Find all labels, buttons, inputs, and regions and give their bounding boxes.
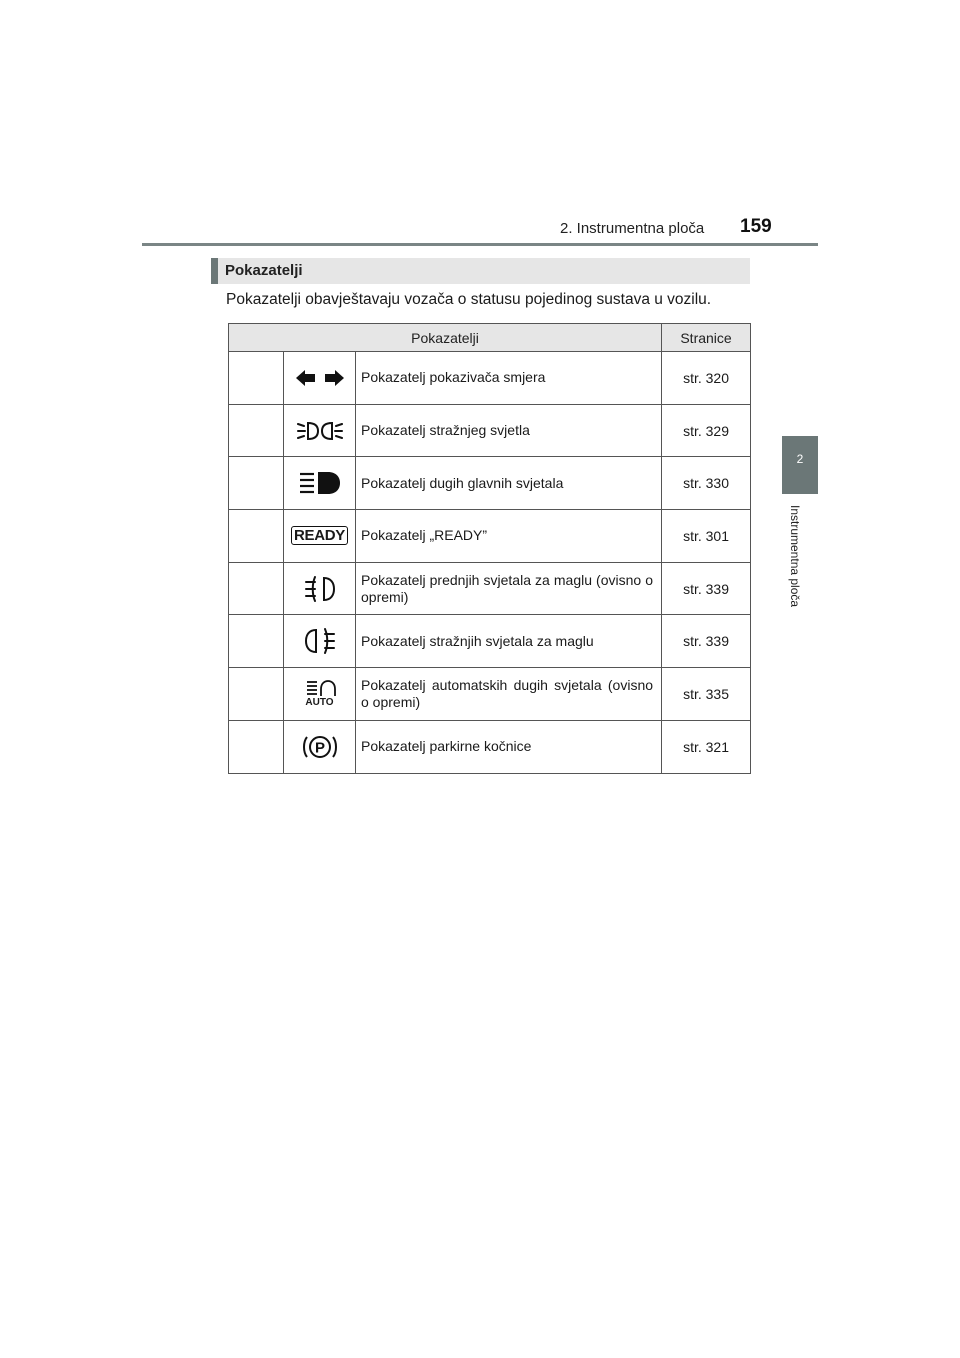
front-fog-light-icon xyxy=(304,576,336,602)
row-page[interactable]: str. 335 xyxy=(662,668,751,721)
row-page[interactable]: str. 321 xyxy=(662,720,751,773)
header-rule xyxy=(142,243,818,246)
chapter-title: 2. Instrumentna ploča xyxy=(560,220,705,237)
auto-high-beam-icon xyxy=(301,680,339,708)
page-number: 159 xyxy=(740,216,772,237)
table-row xyxy=(229,510,751,563)
row-page[interactable]: str. 330 xyxy=(662,457,751,510)
chapter-tab[interactable] xyxy=(782,436,818,494)
row-description: Pokazatelj stražnjih svjetala za maglu xyxy=(356,615,662,668)
tail-light-icon xyxy=(297,420,343,442)
indicators-table xyxy=(228,323,751,774)
row-description: Pokazatelj parkirne kočnice xyxy=(356,720,662,773)
turn-signal-icon xyxy=(296,369,344,387)
row-page[interactable]: str. 301 xyxy=(662,510,751,563)
parking-brake-letter: P xyxy=(314,739,325,757)
table-row xyxy=(229,562,751,615)
row-description: Pokazatelj „READY” xyxy=(356,510,662,563)
row-page[interactable]: str. 320 xyxy=(662,352,751,405)
table-header-row xyxy=(229,324,751,352)
row-description: Pokazatelj pokazivača smjera xyxy=(356,352,662,405)
row-page[interactable]: str. 329 xyxy=(662,404,751,457)
header-pages: Stranice xyxy=(662,324,751,352)
auto-label: AUTO xyxy=(305,696,334,708)
section-title: Pokazatelji xyxy=(225,262,303,279)
row-page[interactable]: str. 339 xyxy=(662,615,751,668)
table-row xyxy=(229,668,751,721)
chapter-tab-number: 2 xyxy=(796,452,804,466)
section-heading xyxy=(211,258,750,284)
row-description: Pokazatelj prednjih svjetala za maglu (ovisno o opremi) xyxy=(356,562,662,615)
table-row xyxy=(229,457,751,510)
chapter-tab-label: Instrumentna ploča xyxy=(788,505,802,608)
table-row xyxy=(229,352,751,405)
section-intro: Pokazatelji obavještavaju vozača o statusu pojedinog sustava u vozilu. xyxy=(226,291,712,308)
row-page[interactable]: str. 339 xyxy=(662,562,751,615)
section-accent xyxy=(211,258,218,284)
table-row xyxy=(229,404,751,457)
row-description: Pokazatelj dugih glavnih svjetala xyxy=(356,457,662,510)
table-row xyxy=(229,720,751,773)
table-row xyxy=(229,615,751,668)
ready-icon: READY xyxy=(291,526,348,545)
row-description: Pokazatelj automatskih dugih svjetala (ovisno o opremi) xyxy=(356,668,662,721)
rear-fog-light-icon xyxy=(304,628,336,654)
high-beam-icon xyxy=(298,471,342,495)
header-indicators: Pokazatelji xyxy=(229,324,662,352)
parking-brake-icon xyxy=(302,733,338,761)
row-description: Pokazatelj stražnjeg svjetla xyxy=(356,404,662,457)
